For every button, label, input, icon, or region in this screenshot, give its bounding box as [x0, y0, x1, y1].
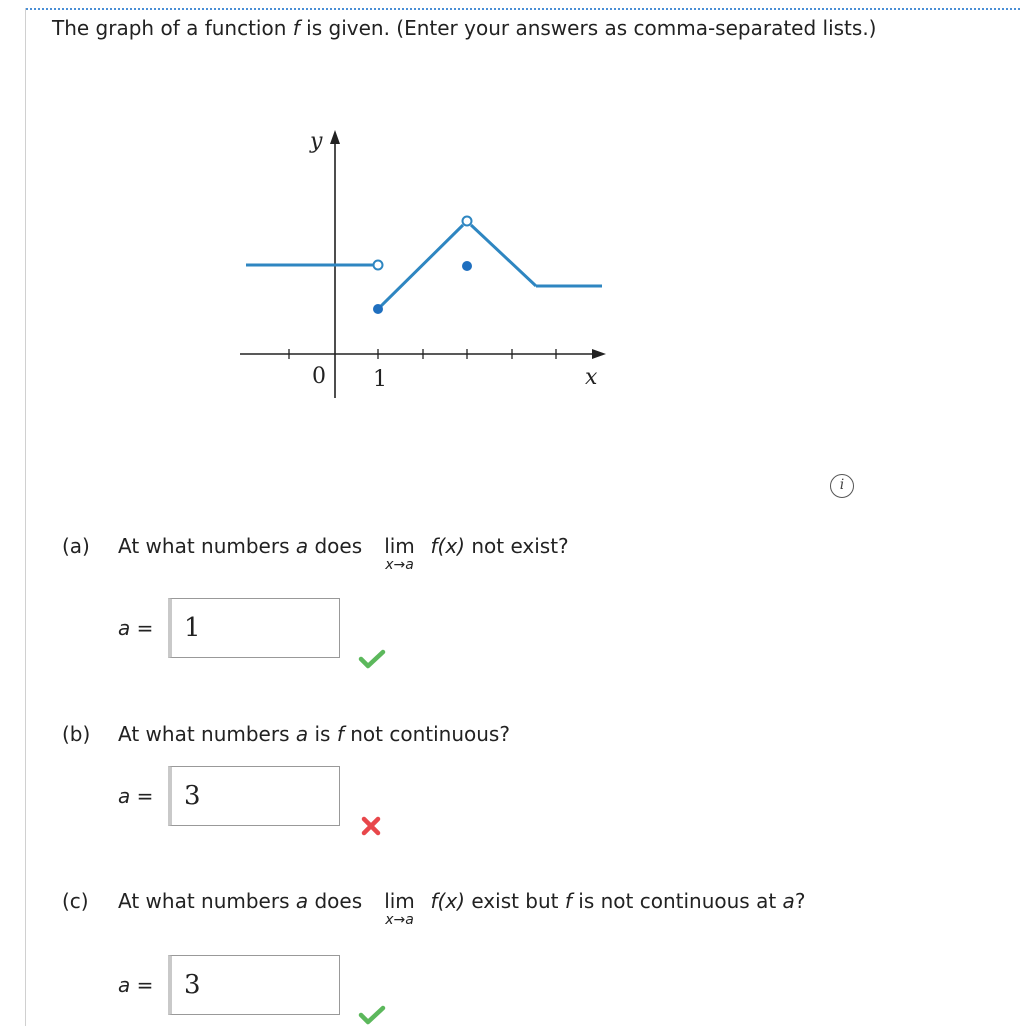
limit-notation	[369, 887, 431, 928]
open-point-peak	[463, 217, 472, 226]
answer-label	[118, 784, 168, 808]
part-a-text-mid: does	[308, 534, 369, 558]
answer-var: a	[118, 616, 131, 640]
cross-icon	[360, 815, 382, 837]
part-b-answer-row	[118, 766, 340, 826]
part-c-answer-row	[118, 955, 340, 1015]
open-point-left	[374, 261, 383, 270]
x-axis-arrow	[592, 349, 606, 359]
equals-sign: =	[136, 784, 154, 808]
answer-label	[118, 616, 168, 640]
y-axis-arrow	[330, 130, 340, 144]
fx-text: f(x)	[430, 534, 465, 558]
part-c-label: (c)	[62, 889, 89, 913]
part-a-text-after: not exist?	[464, 534, 569, 558]
limit-notation	[369, 532, 431, 573]
equals-sign: =	[136, 973, 154, 997]
part-b-label: (b)	[62, 722, 91, 746]
x-axis-label: x	[585, 365, 598, 390]
tick-label-1: 1	[373, 367, 387, 392]
part-a-text: At what numbers	[118, 534, 296, 558]
part-a-answer-input[interactable]: 1	[168, 598, 340, 658]
lim-subscript: x→a	[385, 912, 414, 928]
lim-subscript: x→a	[385, 557, 414, 573]
part-c-question	[62, 887, 806, 928]
closed-point-x3	[462, 261, 472, 271]
answer-label	[118, 973, 168, 997]
part-a-label: (a)	[62, 534, 90, 558]
part-a-answer-row	[118, 598, 340, 658]
part-c-answer-input[interactable]: 3	[168, 955, 340, 1015]
prompt-rest: is given. (Enter your answers as comma-separated lists.)	[299, 16, 877, 40]
check-icon	[358, 648, 386, 670]
part-c-text-mid: does	[308, 889, 369, 913]
answer-var: a	[118, 784, 131, 808]
part-c-text-after: ?	[794, 889, 806, 913]
part-b-answer-input[interactable]: 3	[168, 766, 340, 826]
part-c-text-mid3: is not continuous at	[571, 889, 783, 913]
prompt-prefix: The graph of a function	[52, 16, 293, 40]
function-graph	[230, 118, 620, 408]
answer-var: a	[118, 973, 131, 997]
part-a-question	[62, 532, 569, 573]
part-b-var: a	[295, 722, 309, 746]
part-b-text-after: not continuous?	[343, 722, 510, 746]
part-b-text: At what numbers	[118, 722, 296, 746]
equals-sign: =	[136, 616, 154, 640]
lim-text: lim	[384, 534, 415, 558]
part-c-text: At what numbers	[118, 889, 296, 913]
part-c-f: f	[564, 889, 572, 913]
graph-segment-falling	[471, 225, 536, 286]
closed-point-x1	[373, 304, 383, 314]
part-c-text-mid2: exist but	[464, 889, 565, 913]
question-prompt	[52, 14, 876, 42]
check-icon	[358, 1004, 386, 1026]
left-rule	[25, 8, 26, 1026]
info-icon[interactable]: i	[830, 474, 854, 498]
top-dotted-border	[26, 8, 1020, 10]
prompt-f: f	[292, 16, 300, 40]
part-b-question	[62, 720, 510, 748]
fx-text: f(x)	[430, 889, 465, 913]
part-c-var: a	[295, 889, 309, 913]
part-b-f: f	[336, 722, 344, 746]
lim-text: lim	[384, 889, 415, 913]
part-b-text-mid: is	[308, 722, 337, 746]
part-c-var2: a	[782, 889, 795, 913]
part-a-var: a	[295, 534, 309, 558]
origin-label: 0	[312, 364, 326, 389]
y-axis-label: y	[310, 129, 323, 154]
graph-segment-rising	[378, 225, 463, 309]
